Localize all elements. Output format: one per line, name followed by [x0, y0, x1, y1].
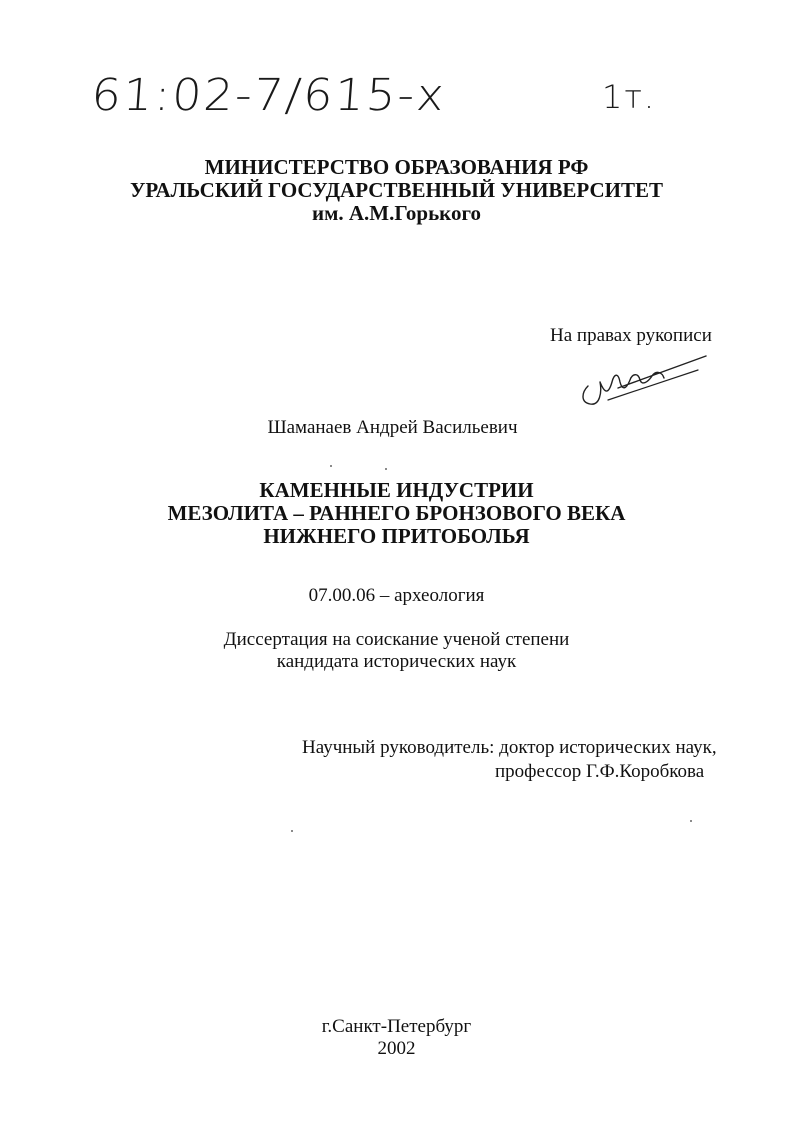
year: 2002: [377, 1038, 416, 1059]
organization-header: [0, 156, 793, 225]
degree-line-1: Диссертация на соискание ученой степени: [223, 629, 570, 650]
title-line-1: КАМЕННЫЕ ИНДУСТРИИ: [259, 478, 534, 502]
signature-icon: [578, 352, 708, 408]
specialty-code: 07.00.06 – археология: [308, 585, 485, 606]
university-name: УРАЛЬСКИЙ ГОСУДАРСТВЕННЫЙ УНИВЕРСИТЕТ: [129, 178, 664, 202]
place-and-year: [0, 1016, 793, 1060]
degree-line-2: кандидата исторических наук: [276, 651, 517, 672]
scientific-supervisor: [302, 736, 717, 784]
university-named-after: им. А.М.Горького: [311, 201, 482, 225]
degree-statement: [0, 629, 793, 673]
ministry-name: МИНИСТЕРСТВО ОБРАЗОВАНИЯ РФ: [204, 155, 589, 179]
scan-speck: [690, 820, 692, 822]
scan-speck: [291, 830, 293, 832]
handwritten-volume-mark: 1т.: [602, 78, 657, 116]
author-name: Шаманаев Андрей Васильевич: [267, 417, 518, 438]
dissertation-title: [0, 479, 793, 548]
scan-speck: [385, 468, 387, 470]
supervisor-line-1: Научный руководитель: доктор исторических наук,: [302, 737, 717, 758]
scan-speck: [330, 465, 332, 467]
handwritten-archive-code: 61:02-7/615-x: [89, 70, 448, 121]
supervisor-line-2: профессор Г.Ф.Коробкова: [495, 761, 705, 782]
title-line-2: МЕЗОЛИТА – РАННЕГО БРОНЗОВОГО ВЕКА: [167, 501, 626, 525]
title-line-3: НИЖНЕГО ПРИТОБОЛЬЯ: [263, 524, 530, 548]
manuscript-rights-note: На правах рукописи: [550, 325, 712, 346]
city: г.Санкт-Петербург: [321, 1016, 472, 1037]
